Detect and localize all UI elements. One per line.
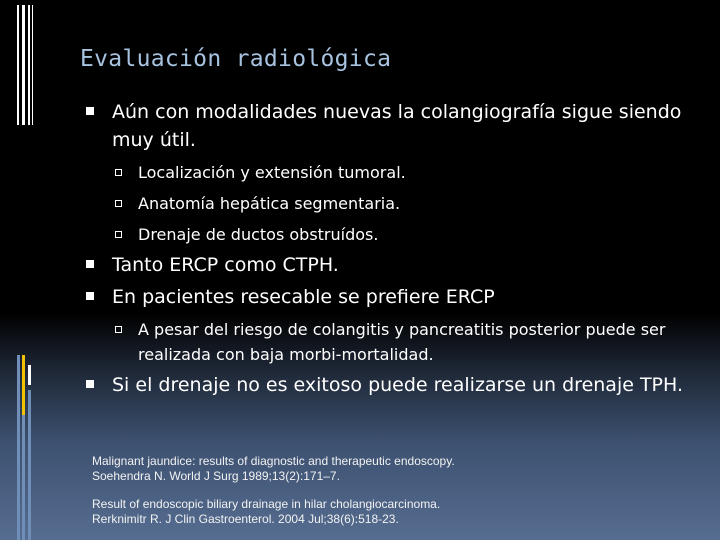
bullet-item [84, 283, 684, 311]
hollow-square-bullet-icon [115, 169, 122, 176]
sub-bullet-item [84, 222, 684, 247]
reference-citation: Soehendra N. World J Surg 1989;13(2):171–7. [92, 469, 340, 483]
reference-item [92, 454, 652, 484]
reference-citation: Rerknimitr R. J Clin Gastroenterol. 2004 Jul;38(6):518-23. [92, 512, 399, 526]
square-bullet-icon [86, 107, 94, 115]
sub-bullet-text: Drenaje de ductos obstruídos. [138, 225, 379, 244]
sub-bullet-text: Localización y extensión tumoral. [138, 163, 406, 182]
reference-title: Result of endoscopic biliary drainage in hilar cholangiocarcinoma. [92, 497, 441, 511]
bullet-text: En pacientes resecable se prefiere ERCP [112, 286, 495, 308]
bullet-item [84, 251, 684, 279]
reference-item [92, 497, 652, 527]
decorative-stripes-bottom [17, 355, 34, 540]
reference-title: Malignant jaundice: results of diagnostic and therapeutic endoscopy. [92, 454, 455, 468]
sub-bullet-item [84, 191, 684, 216]
hollow-square-bullet-icon [115, 326, 122, 333]
bullet-text: Si el drenaje no es exitoso puede realizarse un drenaje TPH. [112, 374, 684, 396]
decorative-stripes-top [17, 5, 34, 125]
square-bullet-icon [86, 292, 94, 300]
sub-bullet-text: Anatomía hepática segmentaria. [138, 194, 401, 213]
references [92, 454, 652, 540]
sub-bullet-item [84, 160, 684, 185]
hollow-square-bullet-icon [115, 200, 122, 207]
slide-body [84, 94, 684, 399]
hollow-square-bullet-icon [115, 231, 122, 238]
bullet-item [84, 371, 684, 399]
sub-bullet-item [84, 317, 684, 367]
square-bullet-icon [86, 260, 94, 268]
bullet-item [84, 98, 684, 154]
slide-title: Evaluación radiológica [80, 46, 392, 72]
bullet-text: Aún con modalidades nuevas la colangiografía sigue siendo muy útil. [112, 101, 682, 151]
sub-bullet-text: A pesar del riesgo de colangitis y pancreatitis posterior puede ser realizada con baja morbi-mortalidad. [138, 320, 666, 364]
square-bullet-icon [86, 380, 94, 388]
bullet-text: Tanto ERCP como CTPH. [112, 254, 339, 276]
